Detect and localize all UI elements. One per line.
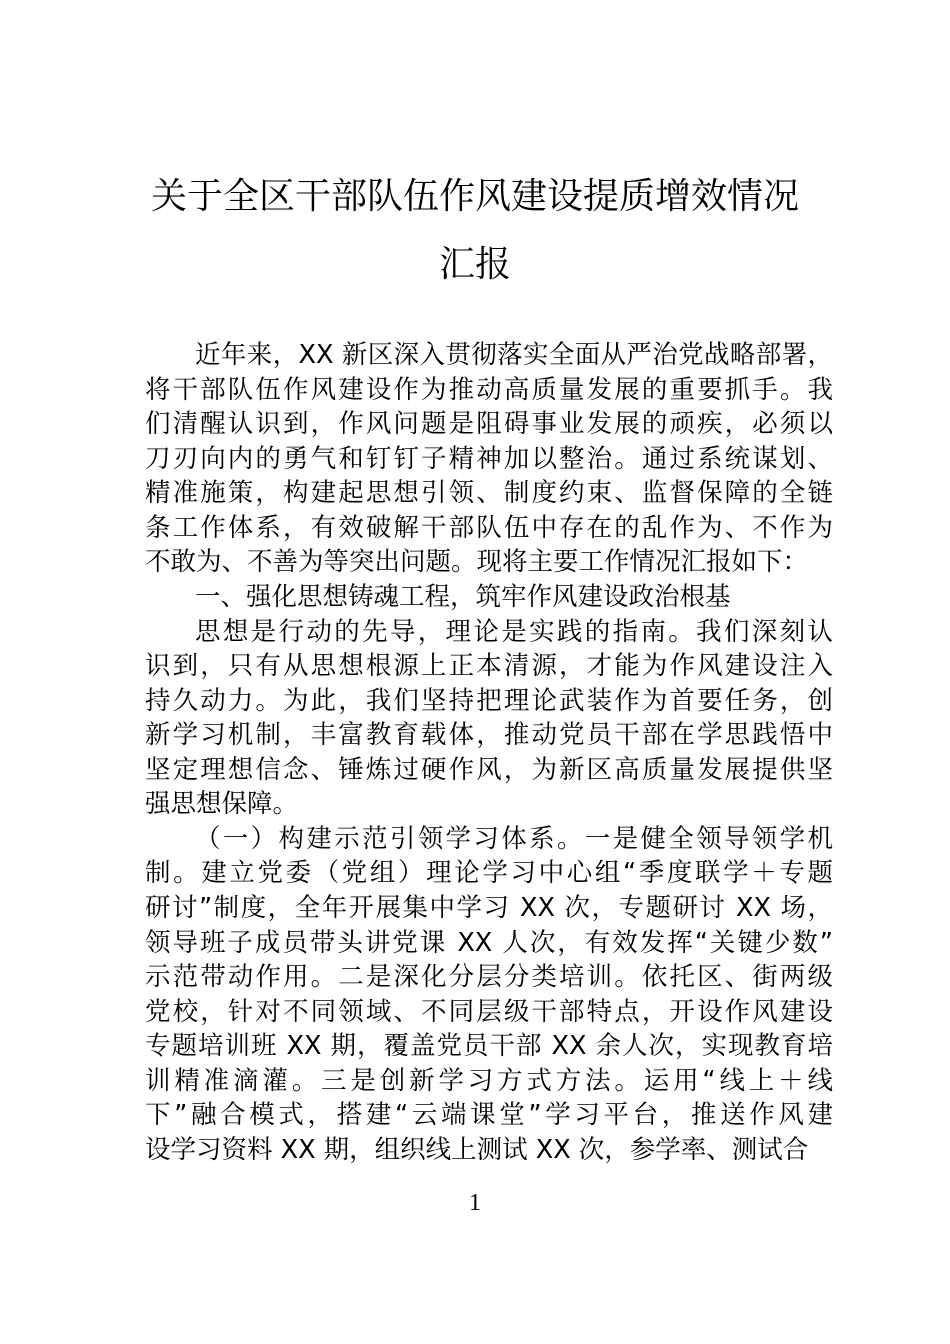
text-line: 研讨”制度，全年开展集中学习 XX 次，专题研讨 XX 场， [145, 893, 833, 923]
text-line: 制。建立党委（党组）理论学习中心组“季度联学＋专题 [145, 858, 833, 889]
paragraph [145, 338, 833, 580]
text-line: 训精准滴灌。三是创新学习方式方法。运用“线上＋线 [145, 1065, 833, 1096]
text-line: 专题培训班 XX 期，覆盖党员干部 XX 余人次，实现教育培 [145, 1031, 833, 1062]
text-line: （一）构建示范引领学习体系。一是健全领导领学机 [195, 823, 833, 854]
text-line: 下”融合模式，搭建“云端课堂”学习平台，推送作风建 [145, 1100, 833, 1131]
text-line: 不敢为、不善为等突出问题。现将主要工作情况汇报如下： [145, 547, 809, 578]
paragraph [145, 822, 833, 1168]
text-line: 领导班子成员带头讲党课 XX 人次，有效发挥“关键少数” [145, 927, 833, 958]
document-title-line-2: 汇报 [438, 244, 511, 285]
text-line: 示范带动作用。二是深化分层分类培训。依托区、街两级 [145, 962, 833, 993]
text-line: 坚定理想信念、锤炼过硬作风，为新区高质量发展提供坚 [145, 754, 833, 785]
text-line: 精准施策，构建起思想引领、制度约束、监督保障的全链 [145, 478, 833, 509]
text-line: 设学习资料 XX 期，组织线上测试 XX 次，参学率、测试合 [145, 1134, 809, 1165]
text-line: 持久动力。为此，我们坚持把理论武装作为首要任务，创 [145, 685, 833, 716]
document-body [145, 338, 833, 1168]
text-line: 近年来，XX 新区深入贯彻落实全面从严治党战略部署， [195, 340, 833, 370]
document-title-line-1: 关于全区干部队伍作风建设提质增效情况 [150, 176, 799, 217]
text-line: 一、强化思想铸魂工程，筑牢作风建设政治根基 [195, 581, 731, 612]
paragraph [145, 615, 833, 822]
text-line: 刀刃向内的勇气和钉钉子精神加以整治。通过系统谋划、 [145, 443, 833, 474]
page-number: 1 [469, 1190, 481, 1216]
section-heading [145, 580, 833, 615]
text-line: 党校，针对不同领域、不同层级干部特点，开设作风建设 [145, 996, 833, 1027]
text-line: 识到，只有从思想根源上正本清源，才能为作风建设注入 [145, 651, 833, 682]
text-line: 们清醒认识到，作风问题是阻碍事业发展的顽疾，必须以 [145, 409, 833, 440]
text-line: 新学习机制，丰富教育载体，推动党员干部在学思践悟中 [145, 720, 833, 751]
text-line: 将干部队伍作风建设作为推动高质量发展的重要抓手。我 [145, 374, 833, 405]
text-line: 思想是行动的先导，理论是实践的指南。我们深刻认 [195, 616, 833, 647]
text-line: 强思想保障。 [145, 789, 299, 820]
text-line: 条工作体系，有效破解干部队伍中存在的乱作为、不作为 [145, 512, 833, 543]
